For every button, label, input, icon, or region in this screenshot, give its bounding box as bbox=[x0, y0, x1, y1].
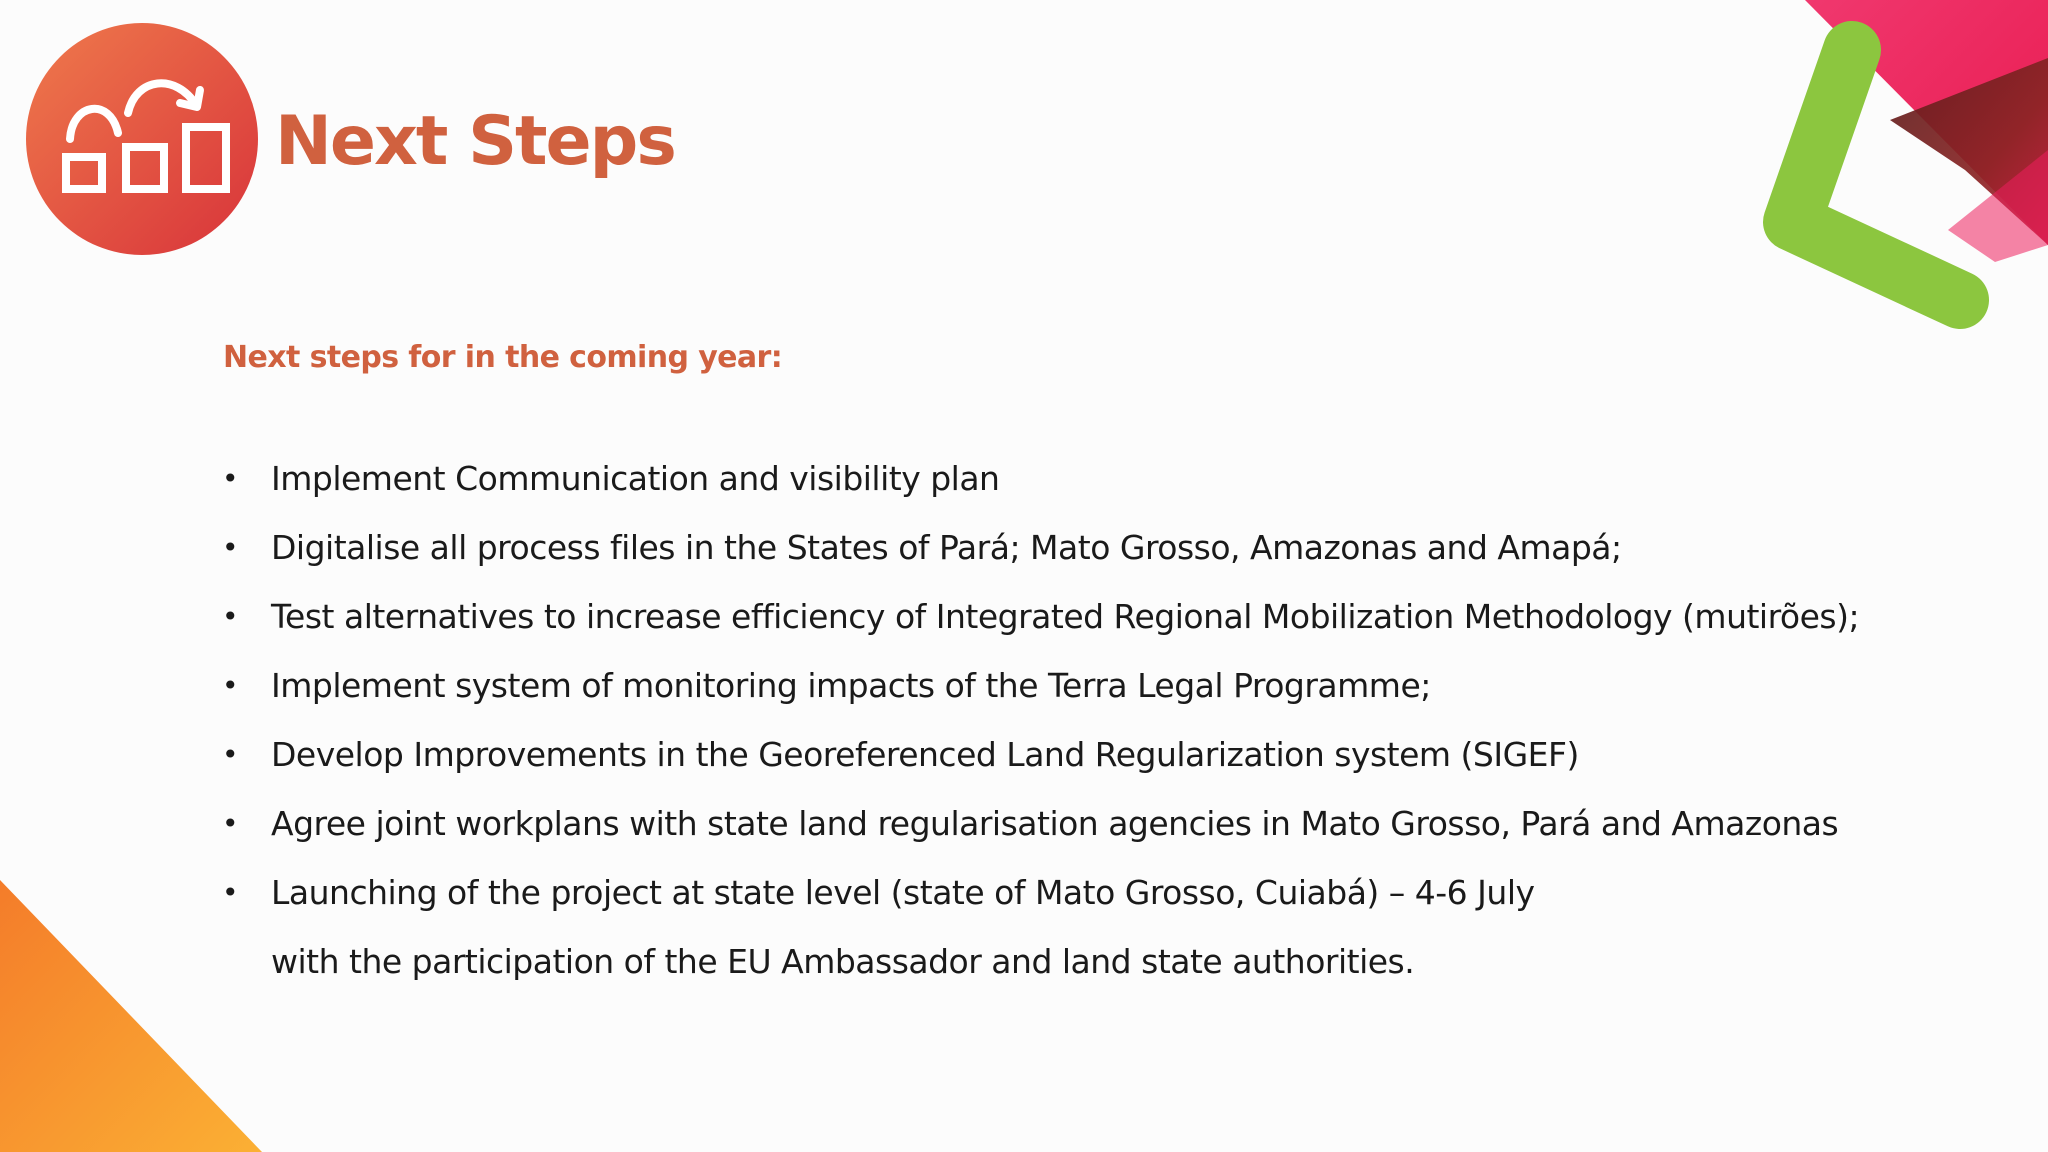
list-item bbox=[220, 858, 1870, 996]
list-item-text: Implement system of monitoring impacts of the Terra Legal Programme; bbox=[271, 666, 1431, 705]
list-item-text: Agree joint workplans with state land regularisation agencies in Mato Grosso, Pará and Amazonas bbox=[271, 804, 1839, 843]
bullet-icon: • bbox=[222, 669, 239, 702]
bullet-icon: • bbox=[222, 807, 239, 840]
bullet-icon: • bbox=[222, 462, 239, 495]
green-arrow-decoration bbox=[1792, 0, 2048, 300]
list-item bbox=[220, 651, 1870, 720]
list-item-text: Implement Communication and visibility plan bbox=[271, 459, 1000, 498]
list-item-text: Develop Improvements in the Georeferenced Land Regularization system (SIGEF) bbox=[271, 735, 1579, 774]
bullet-icon: • bbox=[222, 738, 239, 771]
list-item bbox=[220, 513, 1870, 582]
list-item-text: Test alternatives to increase efficiency of Integrated Regional Mobilization Methodology (mutirões); bbox=[271, 597, 1860, 636]
list-item-text: Digitalise all process files in the States of Pará; Mato Grosso, Amazonas and Amapá; bbox=[271, 528, 1622, 567]
bullet-icon: • bbox=[222, 876, 239, 909]
list-item bbox=[220, 582, 1870, 651]
list-item-text: Launching of the project at state level (state of Mato Grosso, Cuiabá) – 4-6 July with the participation of the EU Ambassador and land state authorities. bbox=[271, 873, 1535, 981]
steps-progress-icon bbox=[26, 23, 258, 255]
section-subheading: Next steps for in the coming year: bbox=[223, 340, 783, 375]
list-item bbox=[220, 444, 1870, 513]
next-steps-list bbox=[220, 444, 1870, 996]
list-item bbox=[220, 720, 1870, 789]
bullet-icon: • bbox=[222, 600, 239, 633]
bullet-icon: • bbox=[222, 531, 239, 564]
page-title: Next Steps bbox=[275, 102, 675, 181]
list-item bbox=[220, 789, 1870, 858]
